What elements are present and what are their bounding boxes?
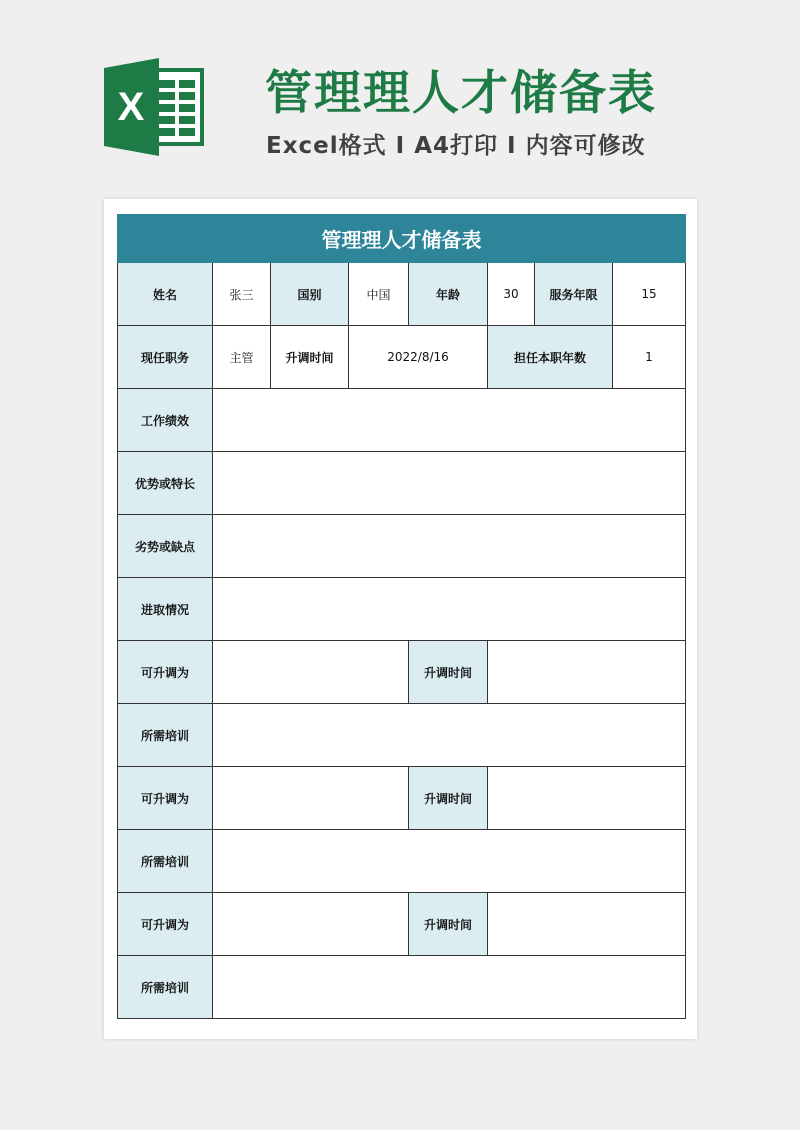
promo-time-label: 升调时间 [271, 326, 349, 389]
tenure-label: 担任本职年数 [488, 326, 613, 389]
talent-reserve-table [117, 214, 686, 1019]
promotion-time-label: 升调时间 [409, 893, 488, 956]
promotion-time-value[interactable] [488, 893, 686, 956]
name-value[interactable]: 张三 [213, 263, 271, 326]
performance-value[interactable] [213, 389, 686, 452]
progress-value[interactable] [213, 578, 686, 641]
weaknesses-value[interactable] [213, 515, 686, 578]
progress-label: 进取情况 [118, 578, 213, 641]
promotion-target-label: 可升调为 [118, 767, 213, 830]
training-label: 所需培训 [118, 830, 213, 893]
svg-text:X: X [117, 85, 145, 129]
training-value[interactable] [213, 704, 686, 767]
excel-logo-icon [104, 58, 204, 156]
position-label: 现任职务 [118, 326, 213, 389]
name-label: 姓名 [118, 263, 213, 326]
promotion-time-value[interactable] [488, 767, 686, 830]
promotion-target-label: 可升调为 [118, 641, 213, 704]
page-title: 管理理人才储备表 [265, 66, 657, 121]
weaknesses-label: 劣势或缺点 [118, 515, 213, 578]
age-value[interactable]: 30 [488, 263, 535, 326]
promo-time-value[interactable]: 2022/8/16 [349, 326, 488, 389]
promotion-time-label: 升调时间 [409, 641, 488, 704]
age-label: 年龄 [409, 263, 488, 326]
promotion-target-value[interactable] [213, 641, 409, 704]
tenure-value[interactable]: 1 [613, 326, 686, 389]
strengths-label: 优势或特长 [118, 452, 213, 515]
promotion-target-label: 可升调为 [118, 893, 213, 956]
strengths-value[interactable] [213, 452, 686, 515]
service-label: 服务年限 [535, 263, 613, 326]
country-value[interactable]: 中国 [349, 263, 409, 326]
performance-label: 工作绩效 [118, 389, 213, 452]
promotion-target-value[interactable] [213, 767, 409, 830]
table-caption: 管理理人才储备表 [118, 215, 686, 263]
service-value[interactable]: 15 [613, 263, 686, 326]
page-subtitle: Excel格式 I A4打印 I 内容可修改 [266, 133, 646, 159]
country-label: 国别 [271, 263, 349, 326]
promotion-target-value[interactable] [213, 893, 409, 956]
training-label: 所需培训 [118, 704, 213, 767]
position-value[interactable]: 主管 [213, 326, 271, 389]
promotion-time-value[interactable] [488, 641, 686, 704]
training-label: 所需培训 [118, 956, 213, 1019]
training-value[interactable] [213, 830, 686, 893]
training-value[interactable] [213, 956, 686, 1019]
promotion-time-label: 升调时间 [409, 767, 488, 830]
